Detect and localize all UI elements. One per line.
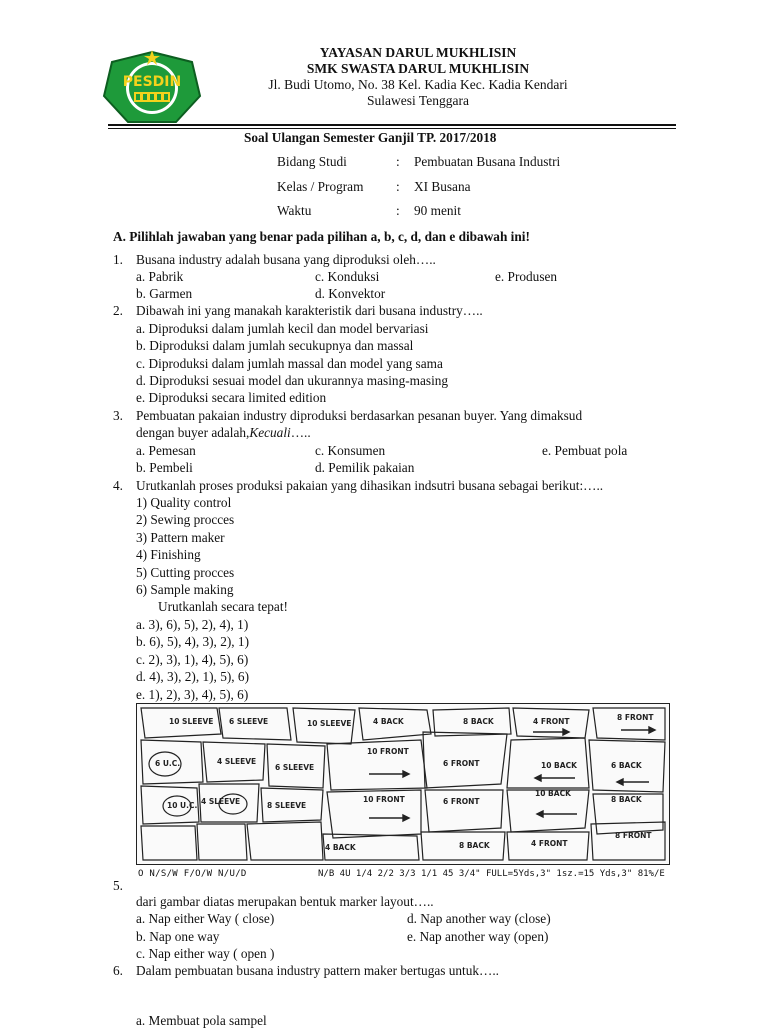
logo-text: PESDIN (122, 74, 182, 90)
marker-piece-label: 8 BACK (459, 841, 490, 850)
marker-piece-label: 4 SLEEVE (201, 797, 241, 806)
q3-text-line2 (136, 424, 311, 441)
marker-piece-label: 6 U.C. (155, 759, 181, 768)
header-rule-thin (108, 128, 676, 129)
subject-value: Pembuatan Busana Industri (414, 154, 561, 169)
q1-option-d: d. Konvektor (315, 286, 386, 301)
marker-legend-right: N/B 4U 1/4 2/2 3/3 1/1 45 3/4" FULL=5Yds,3" 1sz.=15 Yds,3" 81%/E (318, 869, 665, 879)
q4-step-6: 6) Sample making (136, 582, 234, 597)
time-label: Waktu (277, 203, 312, 218)
marker-piece-label: 6 FRONT (443, 759, 480, 768)
q4-option-d: d. 4), 3), 2), 1), 5), 6) (136, 669, 249, 684)
section-a-instruction: A. Pilihlah jawaban yang benar pada pilihan a, b, c, d, dan e dibawah ini! (113, 229, 530, 244)
marker-piece-label: 8 BACK (463, 717, 494, 726)
q3-number: 3. (113, 408, 123, 423)
marker-layout-drawing (137, 704, 669, 864)
marker-piece-label: 6 FRONT (443, 797, 480, 806)
class-colon: : (396, 179, 400, 194)
school-name: SMK SWASTA DARUL MUKHLISIN (306, 61, 530, 76)
q5-option-b: b. Nap one way (136, 929, 220, 944)
marker-piece-label: 8 FRONT (615, 831, 652, 840)
foundation-name: YAYASAN DARUL MUKHLISIN (319, 45, 517, 60)
q5-option-c: c. Nap either way ( open ) (136, 946, 275, 961)
q4-step-5: 5) Cutting procces (136, 565, 235, 580)
q5-text: dari gambar diatas merupakan bentuk marker layout….. (136, 894, 434, 909)
class-label: Kelas / Program (277, 179, 364, 194)
q3-option-c: c. Konsumen (315, 443, 386, 458)
q5-number: 5. (113, 878, 123, 893)
marker-piece-label: 6 SLEEVE (275, 763, 315, 772)
q1-option-b: b. Garmen (136, 286, 193, 301)
q4-step-4: 4) Finishing (136, 547, 201, 562)
marker-piece-label: 6 BACK (611, 761, 642, 770)
q2-option-d: d. Diproduksi sesuai model dan ukurannya masing-masing (136, 373, 449, 388)
marker-piece-label: 8 SLEEVE (267, 801, 307, 810)
class-value: XI Busana (414, 179, 471, 194)
q4-step-2: 2) Sewing procces (136, 512, 235, 527)
marker-piece-label: 8 FRONT (617, 713, 654, 722)
time-value: 90 menit (414, 203, 461, 218)
q3-option-e: e. Pembuat pola (542, 443, 628, 458)
q2-number: 2. (113, 303, 123, 318)
q6-option-a: a. Membuat pola sampel (136, 1013, 267, 1028)
marker-piece-label: 10 FRONT (363, 795, 405, 804)
q3-option-d: d. Pemilik pakaian (315, 460, 415, 475)
q2-option-c: c. Diproduksi dalam jumlah massal dan model yang sama (136, 356, 443, 371)
marker-piece-label: 4 FRONT (531, 839, 568, 848)
q2-option-b: b. Diproduksi dalam jumlah secukupnya dan massal (136, 338, 414, 353)
q4-option-e: e. 1), 2), 3), 4), 5), 6) (136, 687, 249, 702)
q3-option-a: a. Pemesan (136, 443, 196, 458)
q2-option-a: a. Diproduksi dalam jumlah kecil dan model bervariasi (136, 321, 429, 336)
marker-legend-left: O N/S/W F/O/W N/U/D (138, 869, 247, 879)
q3-option-b: b. Pembeli (136, 460, 193, 475)
q4-text: Urutkanlah proses produksi pakaian yang dihasikan indsutri busana sebagai berikut:….. (136, 478, 604, 493)
q4-step-3: 3) Pattern maker (136, 530, 225, 545)
marker-piece-label: 10 U.C. (167, 801, 198, 810)
marker-piece-label: 4 BACK (325, 843, 356, 852)
q5-option-a: a. Nap either Way ( close) (136, 911, 275, 926)
marker-piece-label: 4 BACK (373, 717, 404, 726)
marker-piece-label: 10 SLEEVE (307, 719, 352, 728)
q4-option-a: a. 3), 6), 5), 2), 4), 1) (136, 617, 249, 632)
school-logo (100, 48, 204, 124)
exam-title: Soal Ulangan Semester Ganjil TP. 2017/2018 (244, 130, 497, 145)
q4-step-1: 1) Quality control (136, 495, 232, 510)
marker-piece-label: 4 SLEEVE (217, 757, 257, 766)
q4-number: 4. (113, 478, 123, 493)
q1-number: 1. (113, 252, 123, 267)
q2-text: Dibawah ini yang manakah karakteristik dari busana industry….. (136, 303, 483, 318)
marker-piece-label: 10 BACK (541, 761, 577, 770)
q6-text: Dalam pembuatan busana industry pattern maker bertugas untuk….. (136, 963, 499, 978)
q1-option-a: a. Pabrik (136, 269, 184, 284)
q1-option-e: e. Produsen (495, 269, 558, 284)
marker-piece-label: 10 BACK (535, 789, 571, 798)
q4-instruction: Urutkanlah secara tepat! (158, 599, 288, 614)
marker-layout-figure (136, 703, 670, 865)
q1-text: Busana industry adalah busana yang diproduksi oleh….. (136, 252, 436, 267)
school-region: Sulawesi Tenggara (367, 93, 469, 108)
q2-option-e: e. Diproduksi secara limited edition (136, 390, 327, 405)
header-rule-thick (108, 124, 676, 126)
q5-option-d: d. Nap another way (close) (407, 911, 551, 926)
q5-option-e: e. Nap another way (open) (407, 929, 549, 944)
q3-ellipsis: ….. (290, 425, 311, 440)
marker-piece-label: 10 FRONT (367, 747, 409, 756)
q3-text-line1: Pembuatan pakaian industry diproduksi berdasarkan pesanan buyer. Yang dimaksud (136, 408, 583, 423)
q3-kecuali: Kecuali (249, 425, 291, 440)
q4-option-b: b. 6), 5), 4), 3), 2), 1) (136, 634, 249, 649)
time-colon: : (396, 203, 400, 218)
marker-piece-label: 4 FRONT (533, 717, 570, 726)
q3-text-part: dengan buyer adalah, (136, 425, 250, 440)
q6-number: 6. (113, 963, 123, 978)
q1-option-c: c. Konduksi (315, 269, 380, 284)
marker-piece-label: 8 BACK (611, 795, 642, 804)
q4-option-c: c. 2), 3), 1), 4), 5), 6) (136, 652, 249, 667)
subject-label: Bidang Studi (277, 154, 347, 169)
subject-colon: : (396, 154, 400, 169)
marker-piece-label: 10 SLEEVE (169, 717, 214, 726)
marker-piece-label: 6 SLEEVE (229, 717, 269, 726)
school-address: Jl. Budi Utomo, No. 38 Kel. Kadia Kec. Kadia Kendari (268, 77, 568, 92)
